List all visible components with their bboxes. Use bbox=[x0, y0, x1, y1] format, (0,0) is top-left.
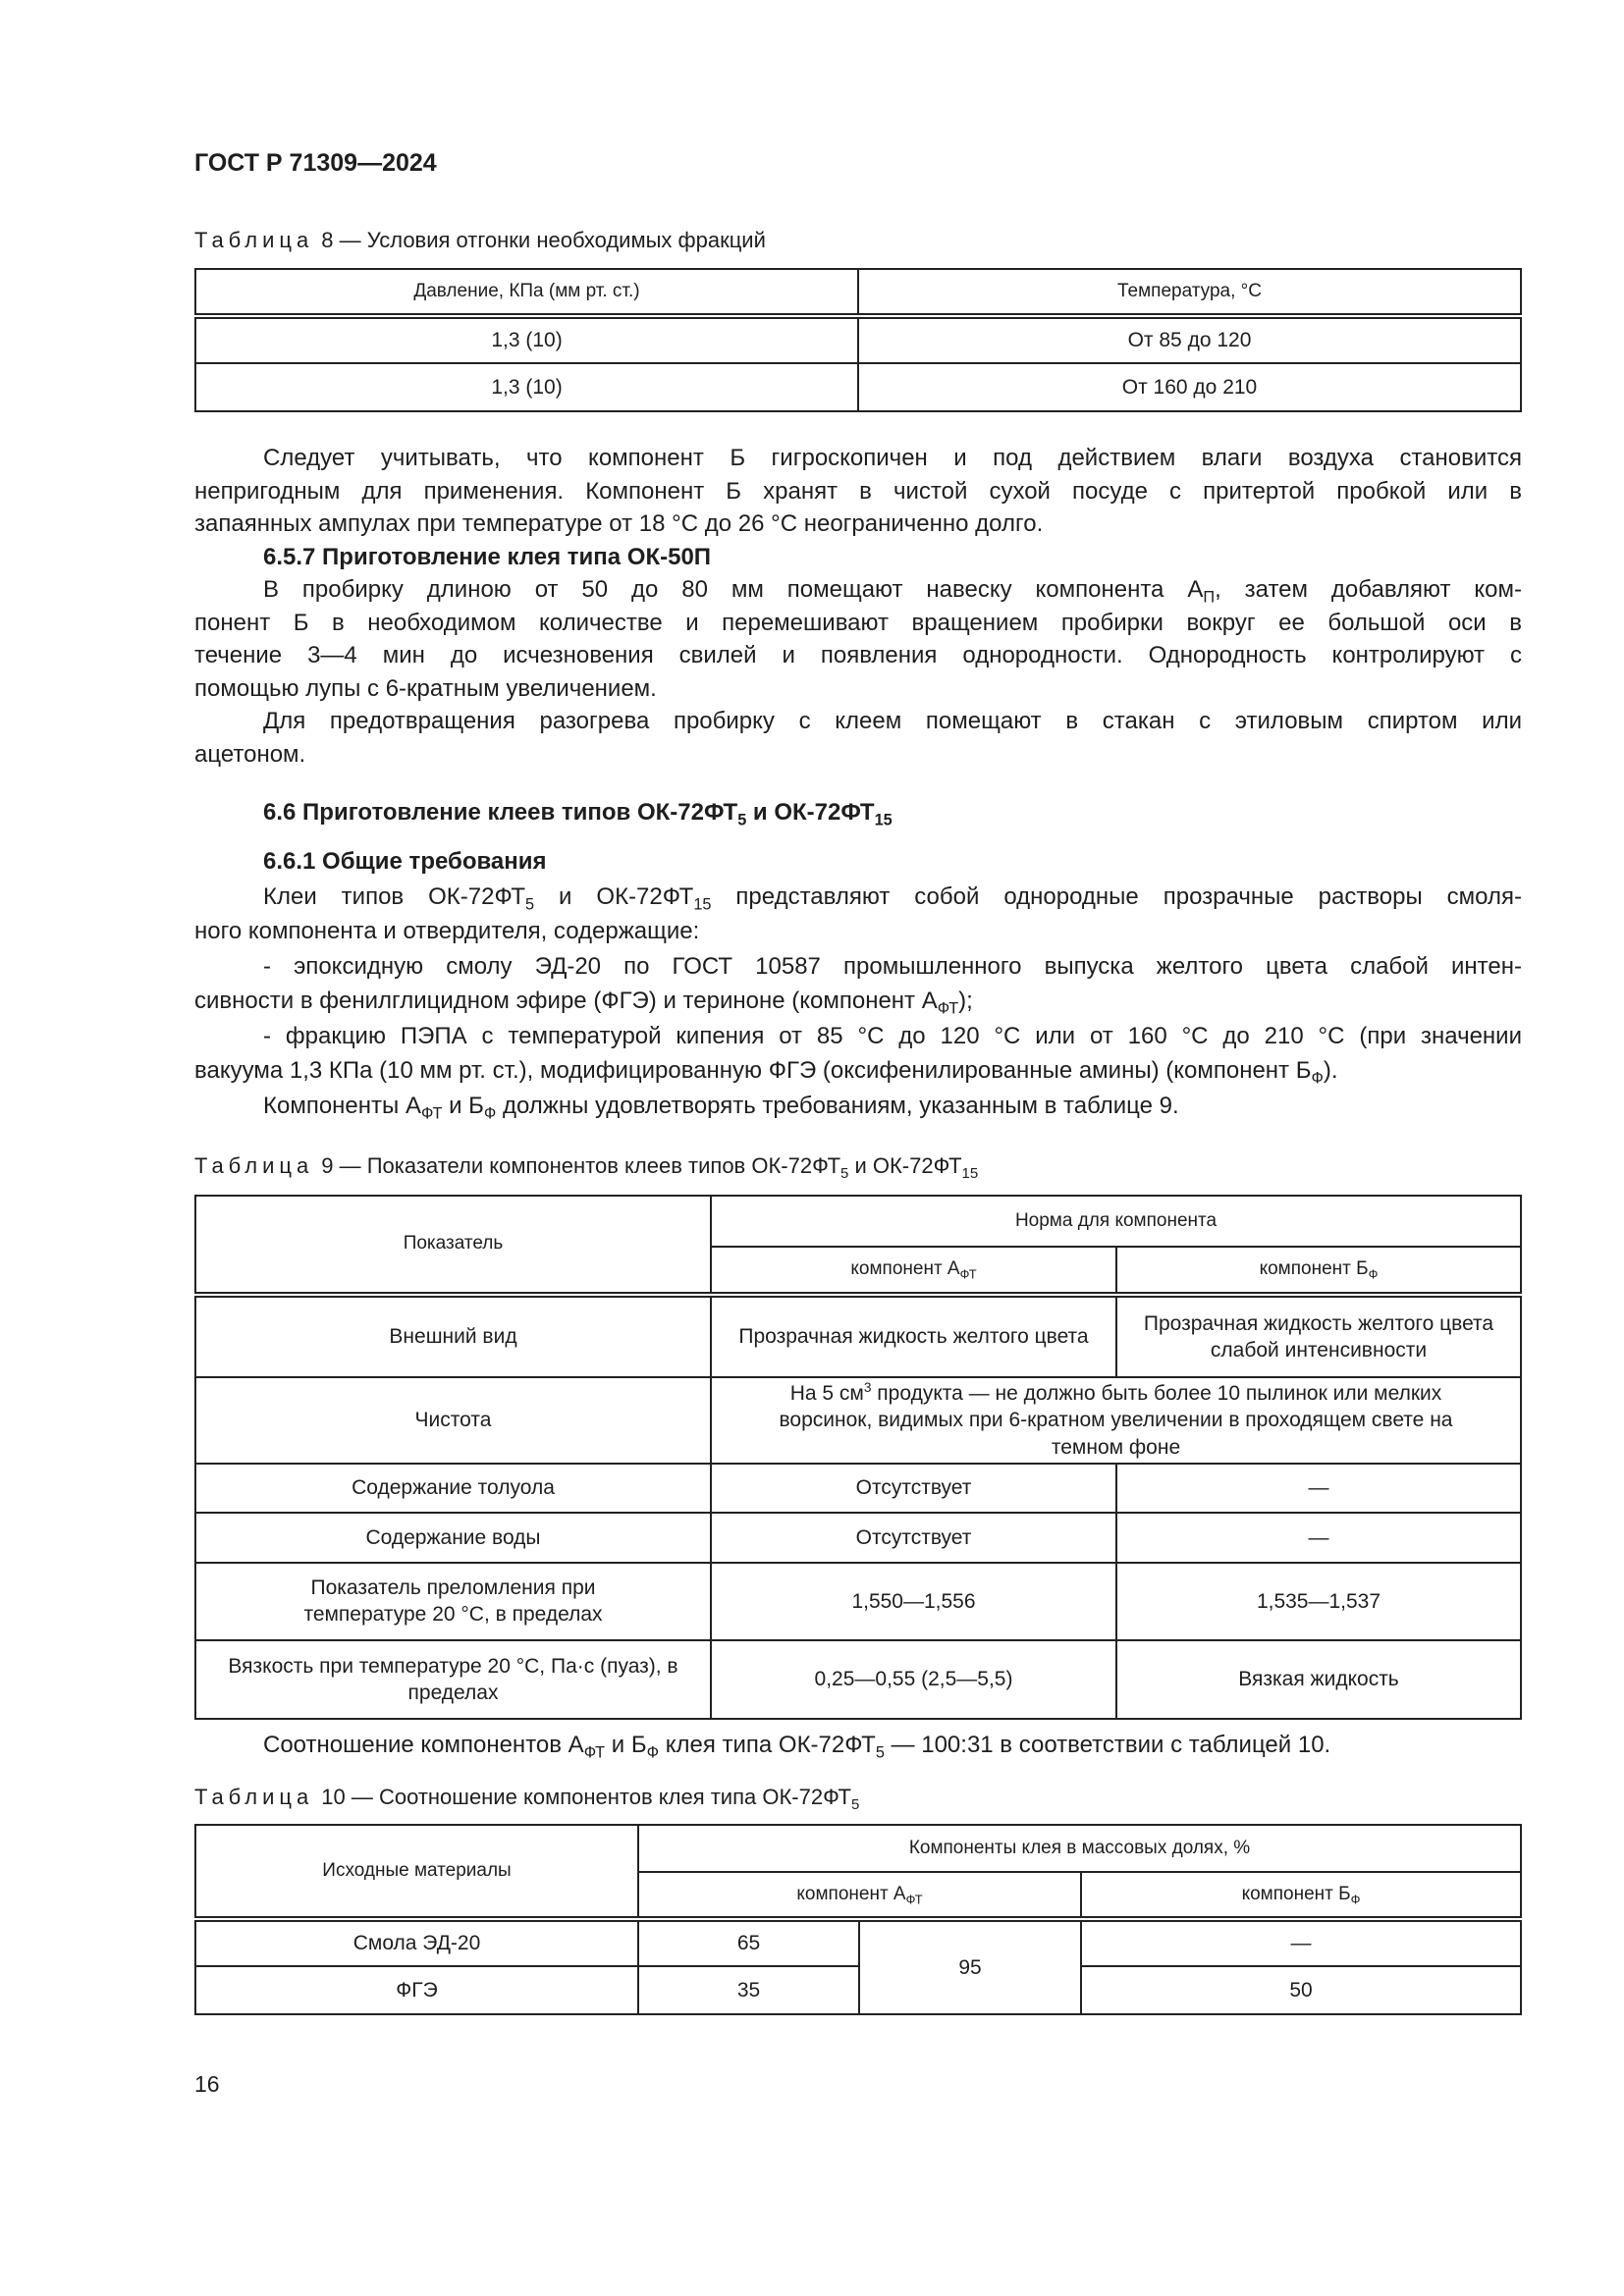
cell: Прозрачная жидкость желтого цвета слабой интенсивности bbox=[1116, 1295, 1521, 1377]
caption-label: Таблица bbox=[194, 1153, 314, 1178]
text-run: клея типа ОК-72ФТ bbox=[659, 1732, 876, 1758]
text-line bbox=[263, 949, 1522, 985]
subscript: ФТ bbox=[583, 1743, 606, 1762]
text-run: 6.5.7 Приготовление клея типа ОК-50П bbox=[263, 543, 712, 570]
paragraph bbox=[194, 442, 1522, 541]
paragraph bbox=[194, 880, 1522, 949]
cell: — bbox=[1116, 1464, 1521, 1513]
text-run: ); bbox=[958, 988, 973, 1014]
paragraph bbox=[194, 573, 1522, 705]
cell: Отсутствует bbox=[711, 1464, 1116, 1513]
text-run: На 5 см bbox=[789, 1382, 864, 1405]
cell: Содержание воды bbox=[195, 1513, 711, 1563]
cell: Вязкость при температуре 20 °С, Па·с (пуаз), в пределах bbox=[195, 1640, 711, 1719]
text-run: должны удовлетворять требованиям, указанным в таблице 9. bbox=[496, 1092, 1179, 1119]
table-row bbox=[195, 1295, 1521, 1377]
text-run: - эпоксидную смолу ЭД-20 по ГОСТ 10587 промышленного выпуска желтого цвета слабой интен- bbox=[263, 952, 1522, 980]
table-row bbox=[195, 1513, 1521, 1563]
header-cell: Норма для компонента bbox=[711, 1196, 1521, 1247]
text-run: 6.6.1 Общие требования bbox=[263, 848, 547, 875]
text-line bbox=[263, 541, 1522, 574]
text-run: ацетоном. bbox=[194, 740, 306, 768]
subscript: 15 bbox=[693, 895, 712, 914]
cell: — bbox=[1116, 1513, 1521, 1563]
table9 bbox=[194, 1195, 1522, 1720]
table-row bbox=[195, 1966, 1521, 2014]
text-run: и ОК-72ФТ bbox=[534, 882, 694, 910]
subscript: 15 bbox=[961, 1165, 979, 1183]
text-run: компонент А bbox=[850, 1258, 960, 1280]
text-run: — 100:31 в соответствии с таблицей 10. bbox=[884, 1732, 1331, 1758]
caption-label: Таблица bbox=[194, 1785, 314, 1809]
cell: 1,3 (10) bbox=[195, 363, 858, 411]
text-run: и Б bbox=[442, 1092, 484, 1119]
text-run: 10 — Соотношение компонентов клея типа ОК-72ФТ bbox=[321, 1785, 851, 1809]
text-run: ного компонента и отвердителя, содержащие: bbox=[194, 918, 700, 944]
cell: Содержание толуола bbox=[195, 1464, 711, 1513]
cell: Чистота bbox=[195, 1377, 711, 1464]
cell: Прозрачная жидкость желтого цвета bbox=[711, 1295, 1116, 1377]
text-run: запаянных ампулах при температуре от 18 °С до 26 °С неограниченно долго. bbox=[194, 510, 1044, 537]
section-6-6-1-text bbox=[194, 844, 1522, 1123]
cell: Вязкая жидкость bbox=[1116, 1640, 1521, 1719]
paragraph bbox=[194, 1728, 1522, 1762]
cell: 50 bbox=[1081, 1966, 1521, 2014]
table8-caption bbox=[194, 228, 1522, 253]
text-run: представляют собой однородные прозрачные растворы смоля- bbox=[711, 882, 1522, 910]
caption-label: Таблица bbox=[194, 228, 314, 252]
text-run: и ОК-72ФТ bbox=[848, 1153, 962, 1178]
section-6-6-heading bbox=[194, 795, 1522, 829]
subscript: 5 bbox=[851, 1796, 860, 1814]
cell: 95 bbox=[859, 1919, 1081, 2014]
cell: — bbox=[1081, 1919, 1521, 1966]
section-heading bbox=[194, 541, 1522, 574]
cell: ФГЭ bbox=[195, 1966, 638, 2014]
subscript: 5 bbox=[525, 895, 535, 914]
subscript: 5 bbox=[875, 1743, 885, 1762]
page-number: 16 bbox=[194, 2071, 220, 2097]
text-run: сивности в фенилглицидном эфире (ФГЭ) и териноне (компонент А bbox=[194, 988, 938, 1014]
text-line bbox=[194, 639, 1522, 672]
subscript: 5 bbox=[737, 811, 747, 829]
header-cell: Температура, °С bbox=[858, 269, 1521, 316]
text-run: компонент Б bbox=[1259, 1258, 1369, 1280]
subscript: ФТ bbox=[905, 1892, 923, 1907]
table-row bbox=[195, 1563, 1521, 1640]
subscript: Ф bbox=[1368, 1266, 1379, 1282]
cell: 0,25—0,55 (2,5—5,5) bbox=[711, 1640, 1116, 1719]
text-run: компонент Б bbox=[1241, 1883, 1351, 1904]
cell: Смола ЭД-20 bbox=[195, 1919, 638, 1966]
text-line bbox=[194, 984, 1522, 1019]
text-line bbox=[263, 1019, 1522, 1054]
table-row bbox=[195, 1464, 1521, 1513]
cell: 1,535—1,537 bbox=[1116, 1563, 1521, 1640]
text-run: вакуума 1,3 КПа (10 мм рт. ст.), модифицированную ФГЭ (оксифенилированные амины) (компонент Б bbox=[194, 1057, 1312, 1084]
cell: 35 bbox=[638, 1966, 859, 2014]
text-run: В пробирку длиною от 50 до 80 мм помещают навеску компонента А bbox=[263, 576, 1204, 603]
text-line bbox=[263, 705, 1522, 738]
text-run: 9 — Показатели компонентов клеев типов ОК-72ФТ bbox=[321, 1153, 841, 1178]
text-line bbox=[194, 1053, 1522, 1089]
cell: От 160 до 210 bbox=[858, 363, 1521, 411]
table8 bbox=[194, 268, 1522, 412]
text-run: компонент А bbox=[796, 1883, 906, 1904]
table9-caption bbox=[194, 1153, 1522, 1183]
subscript: 15 bbox=[874, 811, 893, 829]
text-line bbox=[194, 738, 1522, 772]
text-line bbox=[194, 475, 1522, 508]
section-6-5-text bbox=[194, 442, 1522, 771]
text-run: Клеи типов ОК-72ФТ bbox=[263, 882, 526, 910]
text-line bbox=[194, 914, 1522, 949]
text-line bbox=[263, 795, 1522, 829]
subscript: 5 bbox=[840, 1165, 849, 1183]
text-run: непригодным для применения. Компонент Б хранят в чистой сухой посуде с притертой пробкой или в bbox=[194, 477, 1522, 505]
header-cell bbox=[1081, 1872, 1521, 1919]
text-line bbox=[194, 672, 1522, 706]
text-run: помощью лупы с 6-кратным увеличением. bbox=[194, 674, 657, 702]
text-line bbox=[263, 880, 1522, 915]
cell: Внешний вид bbox=[195, 1295, 711, 1377]
text-line bbox=[194, 507, 1522, 541]
cell bbox=[711, 1377, 1521, 1464]
text-line bbox=[263, 442, 1522, 475]
text-run: Следует учитывать, что компонент Б гигроскопичен и под действием влаги воздуха становится bbox=[263, 445, 1522, 471]
cell: 1,3 (10) bbox=[195, 316, 858, 363]
text-run: Для предотвращения разогрева пробирку с клеем помещают в стакан с этиловым спиртом или bbox=[263, 708, 1522, 734]
text-run: и Б bbox=[605, 1732, 647, 1758]
header-cell bbox=[1116, 1247, 1521, 1295]
header-cell bbox=[638, 1872, 1081, 1919]
document-code: ГОСТ Р 71309—2024 bbox=[194, 149, 437, 177]
text-line bbox=[263, 844, 1522, 880]
table10-caption bbox=[194, 1785, 1522, 1814]
table10 bbox=[194, 1824, 1522, 2015]
text-run: течение 3—4 мин до исчезновения свилей и появления однородности. Однородность контролируют с bbox=[194, 642, 1522, 668]
ratio-paragraph bbox=[194, 1728, 1522, 1762]
subscript: ФТ bbox=[937, 999, 959, 1018]
header-cell: Исходные материалы bbox=[195, 1825, 638, 1919]
text-run: продукта — не должно быть более 10 пылинок или мелких ворсинок, видимых при 6-кратном увеличении в проходящем свете на темном фоне bbox=[779, 1382, 1453, 1459]
text-line bbox=[263, 573, 1522, 607]
section-heading bbox=[194, 795, 1522, 829]
cell: 1,550—1,556 bbox=[711, 1563, 1116, 1640]
text-run: , затем добавляют ком- bbox=[1215, 576, 1523, 603]
table-row bbox=[195, 1919, 1521, 1966]
cell: 65 bbox=[638, 1919, 859, 1966]
text-run: понент Б в необходимом количестве и перемешивают вращением пробирки вокруг ее большой оси в bbox=[194, 609, 1522, 636]
table-row bbox=[195, 1640, 1521, 1719]
text-run: Компоненты А bbox=[263, 1092, 421, 1119]
table-row bbox=[195, 363, 1521, 411]
cell: Показатель преломления при температуре 20 °С, в пределах bbox=[195, 1563, 711, 1640]
text-line bbox=[263, 1728, 1522, 1762]
header-cell: Давление, КПа (мм рт. ст.) bbox=[195, 269, 858, 316]
text-run: Соотношение компонентов А bbox=[263, 1732, 584, 1758]
cell: Отсутствует bbox=[711, 1513, 1116, 1563]
text-run: - фракцию ПЭПА с температурой кипения от 85 °С до 120 °С или от 160 °С до 210 °С (при значении bbox=[263, 1022, 1522, 1049]
text-run: ). bbox=[1323, 1057, 1338, 1084]
text-run: и ОК-72ФТ bbox=[746, 799, 875, 826]
section-heading bbox=[194, 844, 1522, 880]
caption-text: 8 — Условия отгонки необходимых фракций bbox=[321, 228, 766, 252]
subscript: Ф bbox=[483, 1104, 497, 1123]
caption-text bbox=[321, 1785, 860, 1814]
table-row bbox=[195, 316, 1521, 363]
subscript: Ф bbox=[646, 1743, 660, 1762]
header-cell: Компоненты клея в массовых долях, % bbox=[638, 1825, 1521, 1872]
paragraph bbox=[194, 1089, 1522, 1124]
subscript: ФТ bbox=[420, 1104, 443, 1123]
superscript: 3 bbox=[863, 1379, 872, 1395]
text-line bbox=[194, 607, 1522, 640]
subscript: ФТ bbox=[959, 1266, 977, 1282]
header-cell bbox=[711, 1247, 1116, 1295]
paragraph bbox=[194, 705, 1522, 771]
cell: От 85 до 120 bbox=[858, 316, 1521, 363]
subscript: Ф bbox=[1350, 1892, 1361, 1907]
paragraph bbox=[194, 949, 1522, 1019]
table-row bbox=[195, 1377, 1521, 1464]
caption-text bbox=[321, 1153, 979, 1183]
text-line bbox=[263, 1089, 1522, 1124]
subscript: Ф bbox=[1311, 1069, 1324, 1088]
subscript: П bbox=[1203, 588, 1216, 607]
text-run: 6.6 Приготовление клеев типов ОК-72ФТ bbox=[263, 799, 738, 826]
header-cell: Показатель bbox=[195, 1196, 711, 1295]
paragraph bbox=[194, 1019, 1522, 1089]
